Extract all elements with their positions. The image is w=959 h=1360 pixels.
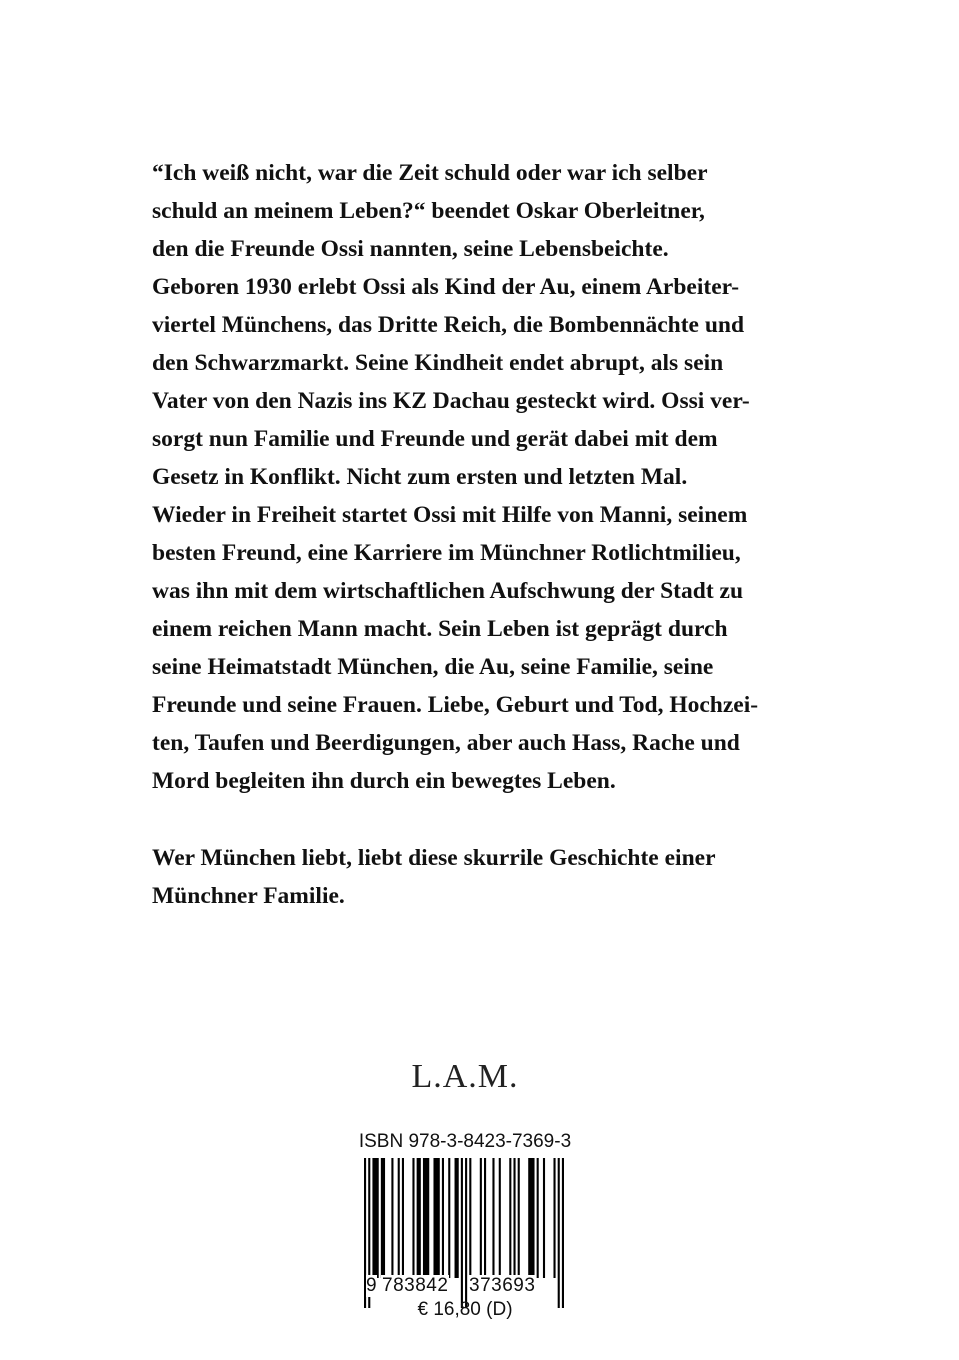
blurb-line: Freunde und seine Frauen. Liebe, Geburt und Tod, Hochzei- xyxy=(152,692,759,718)
barcode-bar xyxy=(391,1158,393,1278)
barcode-bar xyxy=(499,1158,501,1278)
barcode-bar xyxy=(492,1158,494,1278)
barcode-bar xyxy=(423,1158,429,1278)
blurb-line: Gesetz in Konflikt. Nicht zum ersten und letzten Mal. xyxy=(152,464,688,490)
barcode-bar xyxy=(469,1158,471,1278)
barcode-bar xyxy=(553,1158,555,1278)
barcode-bar xyxy=(448,1158,450,1278)
barcode-bar xyxy=(455,1158,459,1278)
blurb-line: schuld an meinem Leben?“ beendet Oskar Oberleitner, xyxy=(152,198,705,224)
barcode-bar xyxy=(537,1158,539,1278)
barcode-bar xyxy=(543,1158,545,1278)
blurb-line: sorgt nun Familie und Freunde und gerät dabei mit dem xyxy=(152,426,718,452)
blurb-line: den Schwarzmarkt. Seine Kindheit endet abrupt, als sein xyxy=(152,350,724,376)
barcode-digit-first: 9 xyxy=(366,1275,377,1296)
barcode-bar xyxy=(480,1158,482,1278)
blurb-line: Mord begleiten ihn durch ein bewegtes Leben. xyxy=(152,768,616,794)
blurb-line: “Ich weiß nicht, war die Zeit schuld oder war ich selber xyxy=(152,160,708,186)
barcode-digits xyxy=(340,1275,590,1299)
blurb-line: seine Heimatstadt München, die Au, seine Familie, seine xyxy=(152,654,714,680)
barcode-bar xyxy=(372,1158,378,1278)
tagline-line: Wer München liebt, liebt diese skurrile Geschichte einer xyxy=(152,845,716,871)
blurb-line: ten, Taufen und Beerdigungen, aber auch Hass, Rache und xyxy=(152,730,740,756)
price-label: € 16,80 (D) xyxy=(417,1299,513,1320)
blurb-line: viertel Münchens, das Dritte Reich, die Bombennächte und xyxy=(152,312,745,338)
publisher-name: L.A.M. xyxy=(411,1058,519,1095)
tagline-text xyxy=(152,839,832,915)
blurb-line: was ihn mit dem wirtschaftlichen Aufschwung der Stadt zu xyxy=(152,578,744,604)
blurb-line: Wieder in Freiheit startet Ossi mit Hilfe von Manni, seinem xyxy=(152,502,748,528)
barcode-bar xyxy=(433,1158,439,1278)
barcode-bar xyxy=(528,1158,534,1278)
barcode-bar xyxy=(513,1158,515,1278)
barcode-bar xyxy=(509,1158,511,1278)
blurb-text xyxy=(152,154,832,800)
blurb-line: Vater von den Nazis ins KZ Dachau gesteckt wird. Ossi ver- xyxy=(152,388,750,414)
barcode-bar xyxy=(484,1158,486,1278)
barcode-bar xyxy=(412,1158,414,1278)
blurb-line: den die Freunde Ossi nannten, seine Lebensbeichte. xyxy=(152,236,669,262)
barcode-bar xyxy=(398,1158,400,1278)
barcode-bar xyxy=(417,1158,421,1278)
barcode-bar xyxy=(381,1158,385,1278)
blurb-line: besten Freund, eine Karriere im Münchner Rotlichtmilieu, xyxy=(152,540,741,566)
isbn-label: ISBN 978-3-8423-7369-3 xyxy=(358,1131,572,1152)
barcode-bar xyxy=(442,1158,444,1278)
barcode-bar xyxy=(518,1158,520,1278)
barcode-digits-right: 373693 xyxy=(469,1275,536,1296)
tagline-line: Münchner Familie. xyxy=(152,883,345,909)
blurb-line: einem reichen Mann macht. Sein Leben ist geprägt durch xyxy=(152,616,728,642)
barcode-digits-left: 783842 xyxy=(382,1275,449,1296)
barcode-bar xyxy=(402,1158,404,1278)
blurb-line: Geboren 1930 erlebt Ossi als Kind der Au, einem Arbeiter- xyxy=(152,274,740,300)
